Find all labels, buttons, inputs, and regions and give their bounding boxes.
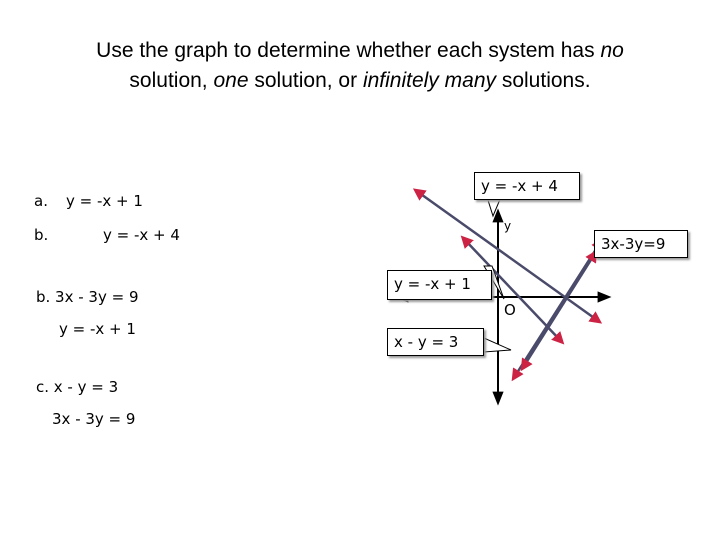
system-b2-second-equation: y = -x + 1 (59, 320, 136, 338)
title-text-1: Use the graph to determine whether each system has (96, 39, 601, 62)
callout-3x-minus-3y-eq-9: 3x-3y=9 (594, 230, 688, 258)
origin-label: O (504, 301, 516, 319)
title-one: one (213, 69, 249, 92)
system-b-equation: y = -x + 4 (103, 226, 180, 244)
line-x-minus-y-eq-3 (515, 243, 600, 376)
callout-y-eq-neg-x-plus-1: y = -x + 1 (387, 270, 492, 300)
system-c-equation: c. x - y = 3 (36, 378, 119, 396)
title-text-4: solutions. (496, 69, 591, 92)
system-b2-equation: b. 3x - 3y = 9 (36, 288, 139, 306)
callout-y-eq-neg-x-plus-4: y = -x + 4 (474, 172, 580, 200)
y-axis-label: y (504, 219, 512, 233)
title-no: no (600, 39, 624, 62)
callout-x-minus-y-eq-3: x - y = 3 (387, 328, 484, 356)
title-text-2: solution, (129, 69, 214, 92)
system-c-second-equation: 3x - 3y = 9 (52, 410, 136, 428)
title-text-3: solution, or (248, 69, 363, 92)
system-a-label: a. (34, 192, 48, 210)
title-infinitely-many: infinitely many (362, 69, 496, 92)
system-a-equation: y = -x + 1 (66, 192, 143, 210)
system-b-label: b. (34, 226, 49, 244)
